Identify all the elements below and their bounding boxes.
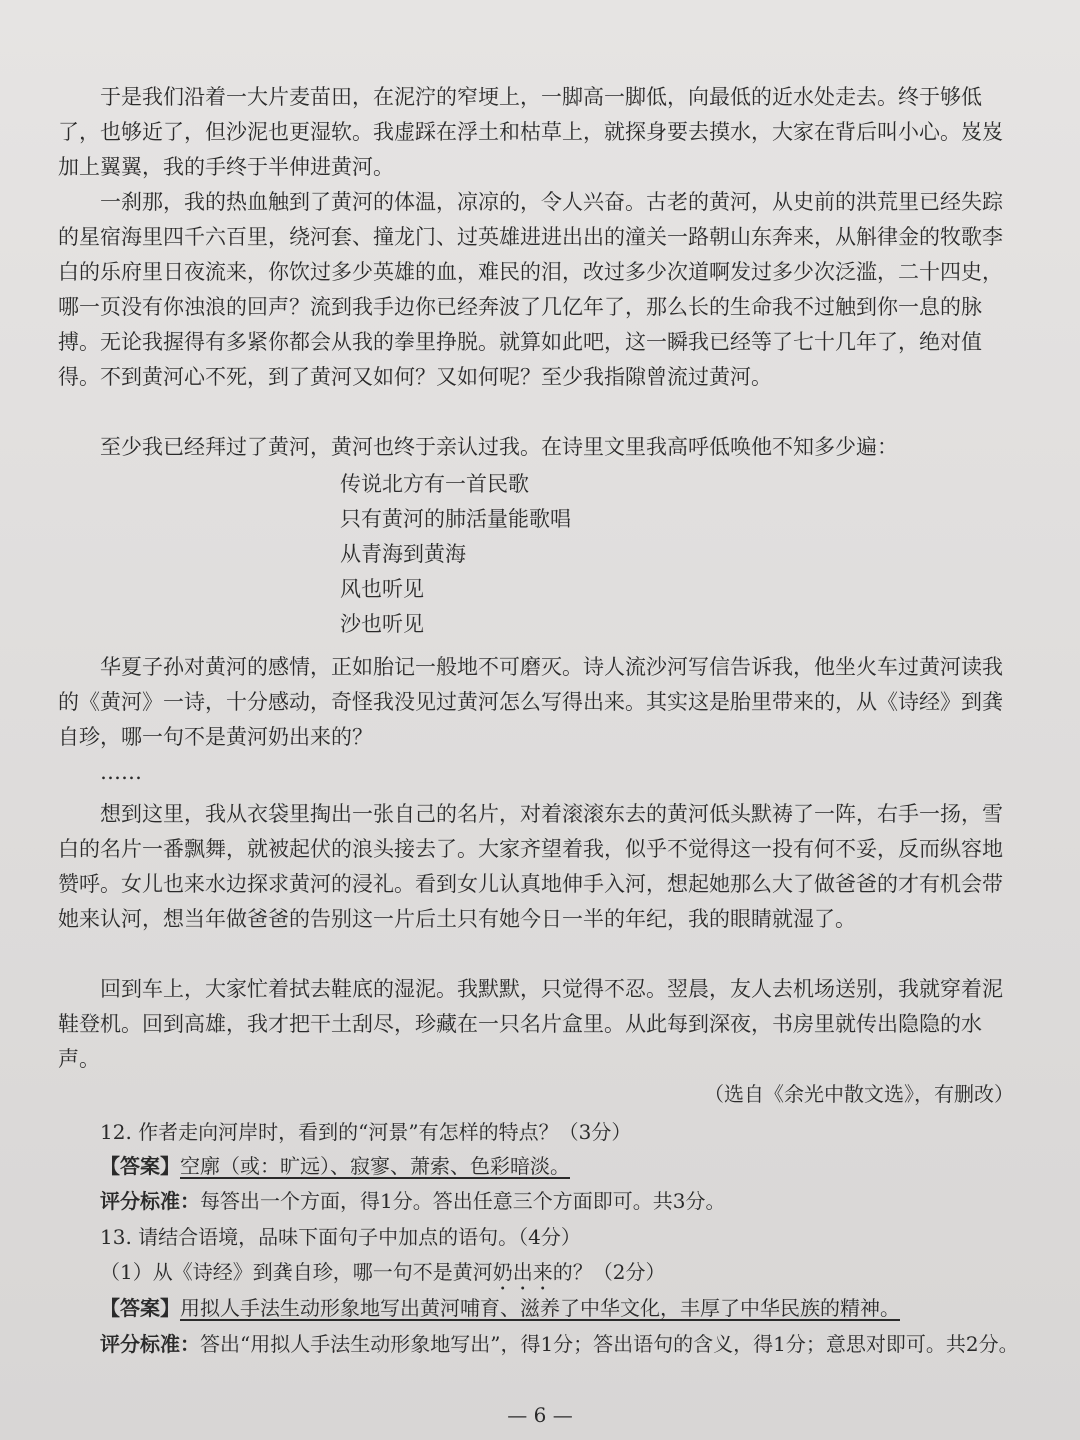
poem-line: 从青海到黄海 [340, 542, 466, 566]
ellipsis: …… [100, 760, 142, 784]
question-12: 12. 作者走向河岸时，看到的“河景”有怎样的特点？（3分） [100, 1120, 632, 1144]
article-paragraph-2: 一刹那，我的热血触到了黄河的体温，凉凉的，令人兴奋。古老的黄河，从史前的洪荒里已经失踪的星宿海里四千六百里，绕河套、撞龙门、过英雄进进出出的潼关一路朝山东奔来，从斛律金的牧歌李白的乐府里日夜流来，你饮过多少英雄的血，难民的泪，改过多少次道啊发过多少次泛滥，二十四史，哪一页没有你浊浪的回声？流到我手边你已经奔波了几亿年了，那么长的生命我不过触到你一息的脉搏。无论我握得有多紧你都会从我的拳里挣脱。就算如此吧，这一瞬我已经等了七十几年了，绝对值得。不到黄河心不死，到了黄河又如何？又如何呢？至少我指隙曾流过黄河。 [58, 190, 1003, 389]
scoring-12 [58, 1185, 1020, 1218]
article-paragraph-4 [58, 650, 1020, 755]
paragraph-4-text: 华夏子孙对黄河的感情，正如胎记一般地不可磨灭。诗人流沙河写信告诉我，他坐火车过黄河读我的《黄河》一诗，十分感动，奇怪我没见过黄河怎么写得出来。其实这是胎里带来的，从 [58, 655, 1003, 714]
article-paragraph-1: 于是我们沿着一大片麦苗田，在泥泞的窄埂上，一脚高一脚低，向最低的近水处走去。终于够低了，也够近了，但沙泥也更湿软。我虚踩在浮土和枯草上，就探身要去摸水，大家在背后叫小心。岌岌加上翼翼，我的手终于半伸进黄河。 [58, 85, 1003, 179]
q13-1-text: （1）从《诗经》到龚自珍，哪一句不是黄河 [100, 1260, 493, 1284]
source-citation: （选自《余光中散文选》，有删改） [704, 1082, 1014, 1106]
answer-12 [100, 1150, 570, 1183]
article-paragraph-6: 回到车上，大家忙着拭去鞋底的湿泥。我默默，只觉得不忍。翌晨，友人去机场送别，我就穿着泥鞋登机。回到高雄，我才把干土刮尽，珍藏在一只名片盒里。从此每到深夜，书房里就传出隐隐的水声。 [58, 977, 1003, 1071]
poem-block [340, 467, 571, 642]
scoring-label: 评分标准： [100, 1332, 200, 1356]
answer-label: 【答案】 [100, 1154, 180, 1178]
scoring-text: 每答出一个方面，得1分。答出任意三个方面即可。共3分。 [200, 1189, 726, 1213]
answer-label: 【答案】 [100, 1296, 180, 1320]
question-13: 13. 请结合语境，品味下面句子中加点的语句。（4分） [100, 1225, 581, 1249]
poem-line: 只有黄河的肺活量能歌唱 [340, 507, 571, 531]
paragraph-4-quote: 《诗经》到龚自珍，哪一句不是黄河奶出来的？ [58, 690, 1003, 749]
article-paragraph-3: 至少我已经拜过了黄河，黄河也终于亲认过我。在诗里文里我高呼低唤他不知多少遍： [100, 435, 898, 459]
article-paragraph-5: 想到这里，我从衣袋里掏出一张自己的名片，对着滚滚东去的黄河低头默祷了一阵，右手一扬，雪白的名片一番飘舞，就被起伏的浪头接去了。大家齐望着我，似乎不觉得这一投有何不妥，反而纵容地赞呼。女儿也来水边探求黄河的浸礼。看到女儿认真地伸手入河，想起她那么大了做爸爸的才有机会带她来认河，想当年做爸爸的告别这一片后土只有她今日一半的年纪，我的眼睛就湿了。 [58, 802, 1003, 931]
question-13-1 [100, 1256, 665, 1295]
scoring-label: 评分标准： [100, 1189, 200, 1213]
poem-line: 传说北方有一首民歌 [340, 472, 529, 496]
answer-13 [100, 1292, 900, 1325]
q13-1-points: 的？（2分） [552, 1260, 666, 1284]
scoring-13 [58, 1328, 1020, 1361]
poem-line: 风也听见 [340, 577, 424, 601]
answer-text: 空廓（或：旷远）、寂寥、萧索、色彩暗淡。 [180, 1154, 570, 1178]
page-number: — 6 — [507, 1403, 573, 1427]
answer-text: 用拟人手法生动形象地写出黄河哺育、滋养了中华文化，丰厚了中华民族的精神。 [180, 1296, 900, 1320]
q13-1-dotted-text: 奶出来 [492, 1260, 553, 1284]
scoring-text: 答出“用拟人手法生动形象地写出”，得1分；答出语句的含义，得1分；意思对即可。共2分。 [200, 1332, 1019, 1356]
poem-line: 沙也听见 [340, 612, 424, 636]
